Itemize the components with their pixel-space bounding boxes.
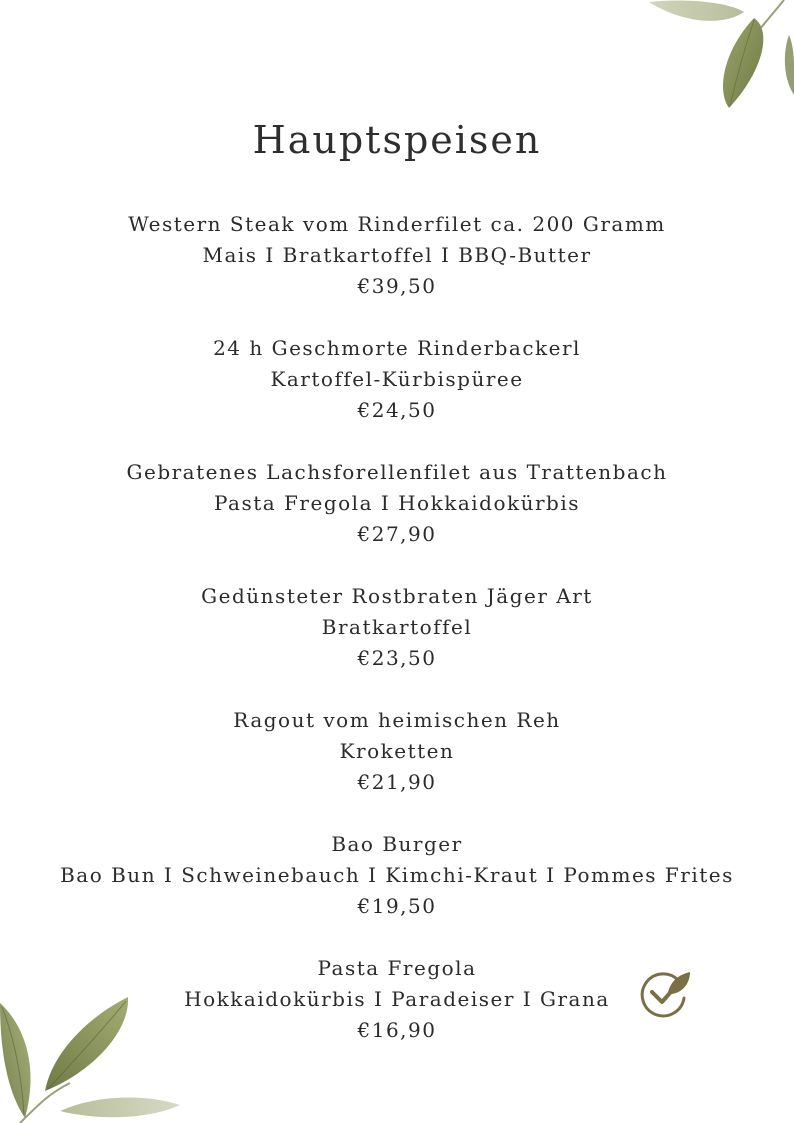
dish-item [0,209,794,302]
leaf-decoration-top-icon [644,0,794,115]
dish-name: 24 h Geschmorte Rinderbackerl [213,336,581,360]
dish-item [0,829,794,922]
dish-price: €24,50 [357,398,437,422]
page-title: Hauptspeisen [252,118,542,162]
dish-item [0,581,794,674]
dish-item [0,457,794,550]
dish-name: Gedünsteter Rostbraten Jäger Art [201,584,593,608]
dish-price: €23,50 [357,646,437,670]
dish-description: Bratkartoffel [321,615,473,639]
dish-description: Kroketten [339,739,455,763]
dish-price: €39,50 [357,274,437,298]
dish-price: €19,50 [357,894,437,918]
dish-list [0,209,794,1077]
dish-name: Pasta Fregola [317,956,477,980]
dish-name: Gebratenes Lachsforellenfilet aus Trattenbach [126,460,668,484]
leaf-decoration-bottom-icon [0,993,185,1123]
dish-description: Pasta Fregola I Hokkaidokürbis [213,491,581,515]
dish-price: €27,90 [357,522,437,546]
dish-description: Bao Bun I Schweinebauch I Kimchi-Kraut I Pommes Frites [60,863,734,887]
dish-description: Hokkaidokürbis I Paradeiser I Grana [184,987,610,1011]
dish-name: Bao Burger [331,832,463,856]
dish-price: €21,90 [357,770,437,794]
dish-item [0,333,794,426]
dish-description: Kartoffel-Kürbispüree [270,367,524,391]
dish-price: €16,90 [357,1018,437,1042]
vegetarian-leaf-check-icon [638,968,692,1018]
dish-item [0,705,794,798]
dish-name: Western Steak vom Rinderfilet ca. 200 Gramm [128,212,666,236]
dish-description: Mais I Bratkartoffel I BBQ-Butter [202,243,592,267]
dish-name: Ragout vom heimischen Reh [233,708,561,732]
